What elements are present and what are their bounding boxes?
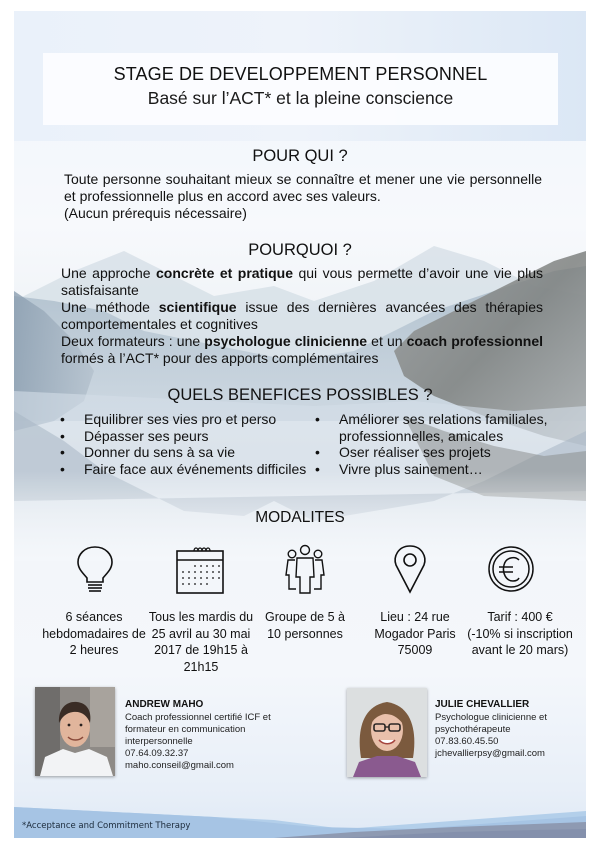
page-title: STAGE DE DEVELOPPEMENT PERSONNEL bbox=[113, 64, 488, 84]
trainer-info-andrew bbox=[125, 699, 295, 772]
modalite-dates bbox=[148, 609, 254, 675]
text-line: avant le 20 mars) bbox=[471, 643, 569, 657]
text-line: 2 heures bbox=[69, 643, 119, 657]
benefit-text: Equilibrer ses vies pro et perso bbox=[84, 411, 277, 427]
text: et un bbox=[367, 333, 407, 349]
text-line: Tarif : 400 € bbox=[487, 610, 553, 624]
text: Une méthode bbox=[61, 299, 159, 315]
text-line: 2017 de 19h15 à bbox=[154, 643, 248, 657]
text-line: (-10% si inscription bbox=[467, 626, 573, 641]
bullet-icon: • bbox=[315, 460, 320, 477]
benefit-item bbox=[60, 411, 320, 428]
benefit-item-continued bbox=[315, 428, 585, 445]
text-line: 75009 bbox=[397, 643, 433, 657]
pour-qui-text bbox=[64, 171, 542, 222]
group-icon bbox=[282, 543, 328, 595]
benefit-item bbox=[60, 444, 320, 461]
modalite-location bbox=[362, 609, 468, 659]
emphasis: concrète et pratique bbox=[156, 265, 293, 281]
text: qui vous permette d’avoir une vie plus satisfaisante bbox=[61, 265, 543, 298]
text-line: 25 avril au 30 mai bbox=[151, 626, 251, 641]
pour-qui-description: Toute personne souhaitant mieux se connaître et mener une vie personnelle et professionnelle plus en accord avec ses valeurs. bbox=[64, 171, 542, 204]
text: issue des dernières avancées des thérapies comportementales et cognitives bbox=[61, 299, 543, 332]
benefit-item bbox=[315, 444, 585, 461]
trainer-title: Coach professionnel certifié ICF et bbox=[125, 712, 271, 723]
trainer-photo-andrew bbox=[35, 687, 115, 776]
benefit-text: Faire face aux événements difficiles bbox=[84, 460, 307, 477]
text-line: Groupe de 5 à bbox=[265, 610, 345, 624]
pourquoi-text bbox=[61, 265, 543, 367]
pour-qui-prerequisite: (Aucun prérequis nécessaire) bbox=[64, 205, 247, 221]
bullet-icon: • bbox=[315, 444, 320, 460]
euro-coin-icon bbox=[486, 543, 536, 595]
section-heading-modalites: MODALITES bbox=[255, 509, 345, 526]
benefit-text: Dépasser ses peurs bbox=[84, 427, 209, 444]
benefit-text: Oser réaliser ses projets bbox=[339, 444, 491, 460]
bullet-icon: • bbox=[315, 411, 320, 427]
section-heading-pour-qui: POUR QUI ? bbox=[252, 147, 348, 165]
bullet-icon: • bbox=[60, 460, 65, 477]
modalite-sessions bbox=[41, 609, 147, 659]
trainer-title: Psychologue clinicienne et bbox=[435, 712, 547, 723]
text: Une approche bbox=[61, 265, 157, 281]
bullet-icon: • bbox=[60, 427, 65, 444]
pourquoi-item bbox=[61, 333, 543, 367]
benefit-text: professionnelles, amicales bbox=[339, 427, 504, 444]
bullet-icon: • bbox=[60, 411, 65, 427]
trainer-name: JULIE CHEVALLIER bbox=[435, 699, 530, 710]
pourquoi-item bbox=[61, 265, 543, 299]
emphasis: psychologue clinicienne bbox=[204, 333, 368, 349]
trainer-email: maho.conseil@gmail.com bbox=[125, 760, 234, 771]
benefit-text: Vivre plus sainement… bbox=[339, 460, 483, 477]
benefit-text: Donner du sens à sa vie bbox=[84, 444, 235, 460]
modalite-group-size bbox=[252, 609, 358, 642]
benefit-item bbox=[315, 461, 585, 478]
emphasis: scientifique bbox=[158, 299, 237, 315]
trainer-title: interpersonnelle bbox=[125, 736, 193, 747]
trainer-title: formateur en communication bbox=[125, 724, 246, 735]
trainer-phone: 07.64.09.32.37 bbox=[125, 748, 189, 759]
modalite-price bbox=[462, 609, 578, 659]
benefit-text: Améliorer ses relations familiales, bbox=[339, 411, 548, 427]
text-line: hebdomadaires de bbox=[42, 626, 146, 641]
calendar-icon bbox=[174, 543, 226, 595]
section-heading-benefices: QUELS BENEFICES POSSIBLES ? bbox=[167, 386, 433, 404]
text: Deux formateurs : une bbox=[61, 333, 205, 349]
title-box bbox=[43, 53, 558, 125]
text-line: Mogador Paris bbox=[374, 626, 456, 641]
trainer-info-julie bbox=[435, 699, 585, 760]
trainer-name: ANDREW MAHO bbox=[125, 699, 204, 710]
section-heading-pourquoi: POURQUOI ? bbox=[248, 241, 352, 259]
benefit-item bbox=[60, 461, 320, 478]
benefits-list-right bbox=[315, 411, 585, 477]
text-line: 6 séances bbox=[65, 610, 123, 624]
poster bbox=[14, 11, 586, 838]
location-pin-icon bbox=[392, 543, 428, 595]
pourquoi-item bbox=[61, 299, 543, 333]
trainer-email: jchevallierpsy@gmail.com bbox=[435, 748, 545, 759]
footnote: *Acceptance and Commitment Therapy bbox=[22, 821, 191, 831]
text-line: Lieu : 24 rue bbox=[380, 610, 450, 624]
benefit-item bbox=[60, 428, 320, 445]
benefit-item bbox=[315, 411, 585, 428]
benefits-list-left bbox=[60, 411, 320, 477]
text: formés à l’ACT* pour des apports complémentaires bbox=[61, 350, 379, 366]
page-subtitle: Basé sur l’ACT* et la pleine conscience bbox=[147, 88, 454, 108]
text-line: Tous les mardis du bbox=[148, 610, 254, 624]
trainer-phone: 07.83.60.45.50 bbox=[435, 736, 499, 747]
lightbulb-icon bbox=[70, 543, 120, 595]
trainer-photo-julie bbox=[347, 688, 427, 777]
emphasis: coach professionnel bbox=[406, 333, 543, 349]
trainer-title: psychothérapeute bbox=[435, 724, 511, 735]
bullet-icon: • bbox=[60, 444, 65, 460]
text-line: 21h15 bbox=[183, 659, 219, 674]
text-line: 10 personnes bbox=[267, 626, 343, 641]
